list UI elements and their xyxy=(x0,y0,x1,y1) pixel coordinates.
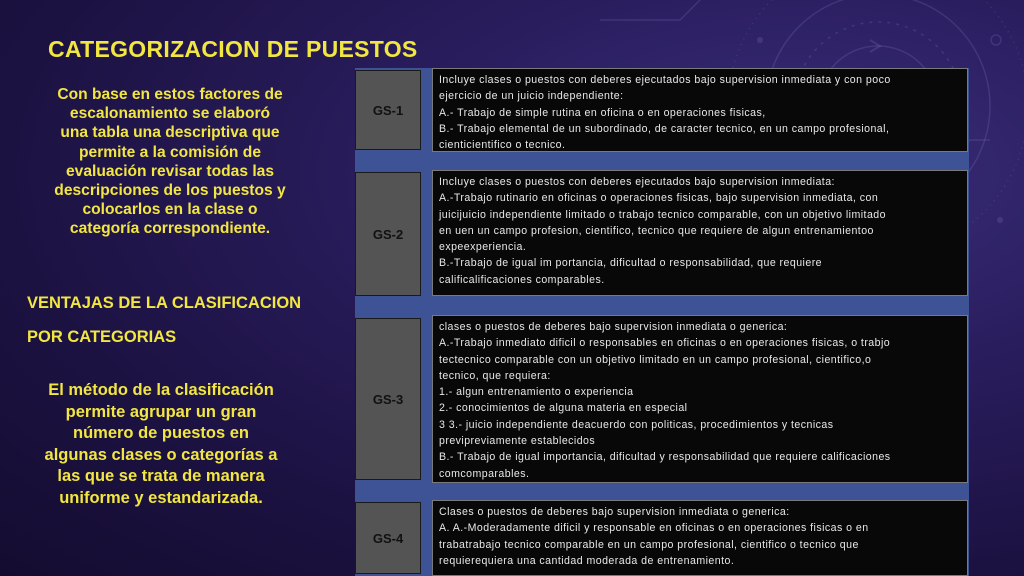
category-code-cell: GS-1 xyxy=(355,70,421,150)
slide-title: CATEGORIZACION DE PUESTOS xyxy=(48,36,418,62)
description-line: B.-Trabajo de igual im portancia, dificultad o responsabilidad, que requiere xyxy=(439,257,823,270)
category-code-cell: GS-2 xyxy=(355,172,421,296)
description-line: B.- Trabajo elemental de un subordinado, de caracter tecnico, en un campo profesional, xyxy=(439,122,890,135)
intro-line: categoría correspondiente. xyxy=(69,220,271,238)
advantages-heading-line1: VENTAJAS DE LA CLASIFICACION xyxy=(27,294,302,312)
intro-line: escalonamiento se elaboró xyxy=(69,105,271,123)
intro-line: evaluación revisar todas las xyxy=(65,162,275,180)
intro-line: permite a la comisión de xyxy=(79,143,261,161)
description-line: clases o puestos de deberes bajo supervision inmediata o generica: xyxy=(439,321,788,333)
category-description-cell xyxy=(432,315,968,483)
description-line: en uen un campo profesion, cientifico, tecnico que requiere de algun entrenamientoo xyxy=(439,224,874,237)
category-description-cell xyxy=(432,68,968,152)
description-line: 1.- algun entrenamiento o experiencia xyxy=(439,386,634,399)
intro-paragraph xyxy=(30,85,310,239)
method-line: las que se trata de manera xyxy=(57,467,265,485)
category-description-cell xyxy=(432,500,968,576)
method-line: algunas clases o categorías a xyxy=(44,445,278,464)
intro-line: descripciones de los puestos y xyxy=(54,182,286,200)
method-line: número de puestos en xyxy=(72,424,250,442)
description-line: ejercicio de un juicio independiente: xyxy=(439,90,624,103)
description-line: A.-Trabajo rutinario en oficinas o operaciones fisicas, bajo supervision inmediata, con xyxy=(439,192,879,205)
description-line: 2.- conocimientos de alguna materia en especial xyxy=(439,402,688,415)
description-line: Incluye clases o puestos con deberes ejecutados bajo supervision inmediata y con poco xyxy=(439,74,891,86)
intro-line: colocarlos en la clase o xyxy=(82,201,258,219)
description-line: expeexperiencia. xyxy=(439,241,527,254)
description-line: A.- Trabajo de simple rutina en oficina o en operaciones fisicas, xyxy=(439,106,766,119)
description-line: requierequiera una cantidad moderada de entrenamiento. xyxy=(439,554,735,567)
category-code-cell: GS-3 xyxy=(355,318,421,480)
method-line: permite agrupar un gran xyxy=(65,402,257,421)
category-code-cell: GS-4 xyxy=(355,502,421,574)
description-line: 3 3.- juicio independiente deacuerdo con politicas, procedimientos y tecnicas xyxy=(439,418,834,431)
description-line: A.-Trabajo inmediato dificil o responsables en oficinas o en operaciones fisicas, o trabjo xyxy=(439,337,891,350)
description-line: A. A.-Moderadamente dificil y responsable en oficinas o en operaciones fisicas o en xyxy=(439,522,869,535)
description-line: B.- Trabajo de igual importancia, dificultad y responsabilidad que requiere calificaciones xyxy=(439,451,891,464)
description-line: trabatrabajo tecnico comparable en un campo profesional, cientifico o tecnico que xyxy=(439,538,859,551)
description-line: Incluye clases o puestos con deberes ejecutados bajo supervision inmediata: xyxy=(439,176,835,188)
method-line: El método de la clasificación xyxy=(48,381,274,399)
description-line: comcomparables. xyxy=(439,467,530,480)
method-line: uniforme y estandarizada. xyxy=(59,488,263,507)
description-line: juicijuicio independiente limitado o trabajo tecnico comparable, con un objetivo limitado xyxy=(439,208,886,221)
intro-line: una tabla una descriptiva que xyxy=(60,124,280,142)
description-line: previpreviamente establecidos xyxy=(439,435,596,448)
description-line: calificalificaciones comparables. xyxy=(439,273,605,286)
description-line: tecnico, que requiera: xyxy=(439,369,551,382)
advantages-heading-line2: POR CATEGORIAS xyxy=(27,328,177,346)
method-paragraph xyxy=(22,380,300,509)
description-line: tectecnico comparable con un objetivo limitado en un campo profesional, cientifico,o xyxy=(439,353,872,366)
description-line: cienticientifico o tecnico. xyxy=(439,139,566,152)
description-line: Clases o puestos de deberes bajo supervision inmediata o generica: xyxy=(439,506,790,518)
category-description-cell xyxy=(432,170,968,296)
intro-line: Con base en estos factores de xyxy=(57,86,283,103)
